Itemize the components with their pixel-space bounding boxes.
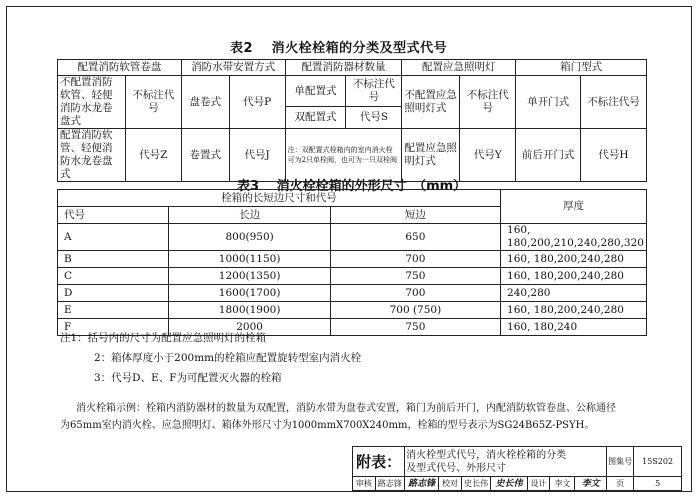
row-code: C	[58, 268, 169, 285]
design-label: 设计	[527, 477, 550, 491]
atlas-number: 15S202	[634, 447, 682, 477]
hose-desc-r1: 不配置消防软管、轻便消防水龙卷盘式	[58, 76, 126, 129]
row-long: 2000	[169, 319, 330, 336]
hose-code-r1: 不标注代号	[125, 76, 181, 129]
door-type-r2: 前后开门式	[516, 129, 581, 182]
header-door-type: 箱门型式	[516, 60, 647, 76]
hose-code-r2: 代号Z	[125, 129, 181, 182]
page-number: 5	[634, 477, 682, 491]
check-label: 校对	[439, 477, 462, 491]
qty-note: 注：双配置式栓箱内的室内消火栓可为2只单栓阀，也可为一只双栓阀	[285, 129, 402, 182]
qty-single: 单配置式	[285, 76, 346, 107]
row-thickness: 160, 180,240	[501, 319, 647, 336]
table-row	[58, 224, 647, 251]
light-desc-r2: 配置应急照明灯式	[402, 129, 460, 182]
check-name: 史长伟	[461, 477, 490, 491]
row-code: A	[58, 224, 169, 251]
door-code-r1: 不标注代号	[581, 76, 647, 129]
row-code: E	[58, 302, 169, 319]
light-code-r1: 不标注代号	[460, 76, 516, 129]
row-thickness: 160, 180,200,240,280	[501, 251, 647, 268]
qty-double: 双配置式	[285, 107, 346, 129]
row-long: 1600(1700)	[169, 285, 330, 302]
row-short: 750	[330, 268, 500, 285]
door-type-r1: 单开门式	[516, 76, 581, 129]
example-line-1: 消火栓箱示例：栓箱内消防器材的数量为双配置，消防水带为盘卷式安置，箱门为前后开门，内配消防软管卷盘、公称通径	[76, 403, 616, 414]
row-short: 650	[330, 224, 500, 251]
belt-code-r1: 代号P	[229, 76, 285, 129]
classification-table	[57, 59, 647, 182]
drawing-title-line2: 及型式代号、外形尺寸	[406, 462, 507, 474]
atlas-label: 图集号	[607, 447, 634, 477]
table-row	[58, 302, 647, 319]
design-signature: 李文	[575, 477, 607, 491]
table-row	[58, 285, 647, 302]
table2-title: 表2 消火栓栓箱的分类及型式代号	[230, 41, 448, 56]
row-short: 700	[330, 285, 500, 302]
belt-type-r1: 盘卷式	[181, 76, 229, 129]
row-code: B	[58, 251, 169, 268]
example-line-2: 为65mm室内消火栓、应急照明灯、箱体外形尺寸为1000mmX700X240mm，栓箱的型号表示为SG24B65Z-PSYH。	[60, 420, 595, 431]
row-long: 1800(1900)	[169, 302, 330, 319]
row-long: 1200(1350)	[169, 268, 330, 285]
note-3: 3：代号D、E、F为可配置灭火器的栓箱	[94, 372, 282, 384]
hose-desc-r2: 配置消防软管、轻便消防水龙卷盘式	[58, 129, 126, 182]
belt-type-r2: 卷置式	[181, 129, 229, 182]
table-row	[58, 251, 647, 268]
row-short: 750	[330, 319, 500, 336]
row-thickness: 240,280	[501, 285, 647, 302]
col-short: 短边	[330, 207, 500, 224]
title-block	[352, 446, 682, 491]
table3-title: 表3 消火栓栓箱的外形尺寸 （mm）	[237, 179, 467, 194]
check-signature: 史长伟	[491, 477, 527, 491]
col-thickness: 厚度	[501, 190, 647, 224]
row-short: 700	[330, 251, 500, 268]
note-2: 2：箱体厚度小于200mm的栓箱应配置旋转型室内消火栓	[94, 352, 362, 364]
fubiao-label: 附表：	[353, 447, 405, 477]
header-belt-placement: 消防水带安置方式	[181, 60, 285, 76]
qty-double-code: 代号S	[346, 107, 402, 129]
light-code-r2: 代号Y	[460, 129, 516, 182]
col-long: 长边	[169, 207, 330, 224]
row-thickness: 160, 180,200,210,240,280,320	[501, 224, 647, 251]
note-1: 注1：括号内的尺寸为配置应急照明灯的栓箱	[60, 332, 267, 344]
group-header: 栓箱的长短边尺寸和代号	[58, 190, 501, 207]
drawing-title	[405, 447, 607, 477]
review-signature: 路志锋	[405, 477, 439, 491]
drawing-title-line1: 消火栓型式代号，消火栓栓箱的分类	[406, 449, 567, 461]
row-thickness: 160, 180,200,240,280	[501, 302, 647, 319]
header-emergency-light: 配置应急照明灯	[402, 60, 516, 76]
table-row	[58, 268, 647, 285]
row-long: 800(950)	[169, 224, 330, 251]
row-code: D	[58, 285, 169, 302]
door-code-r2: 代号H	[581, 129, 647, 182]
review-name: 路志锋	[375, 477, 404, 491]
design-name: 李文	[550, 477, 575, 491]
row-short: 700 (750)	[330, 302, 500, 319]
header-equipment-qty: 配置消防器材数量	[285, 60, 402, 76]
example-paragraph	[60, 400, 660, 434]
row-code: F	[58, 319, 169, 336]
qty-single-code: 不标注代号	[346, 76, 402, 107]
row-thickness: 160, 180,200,240,280	[501, 268, 647, 285]
header-hose-reel: 配置消防软管卷盘	[58, 60, 182, 76]
review-label: 审核	[353, 477, 376, 491]
light-desc-r1: 不配置应急照明灯式	[402, 76, 460, 129]
col-code: 代号	[58, 207, 169, 224]
page-label: 页	[607, 477, 634, 491]
dimensions-table	[57, 189, 647, 336]
row-long: 1000(1150)	[169, 251, 330, 268]
belt-code-r2: 代号J	[229, 129, 285, 182]
